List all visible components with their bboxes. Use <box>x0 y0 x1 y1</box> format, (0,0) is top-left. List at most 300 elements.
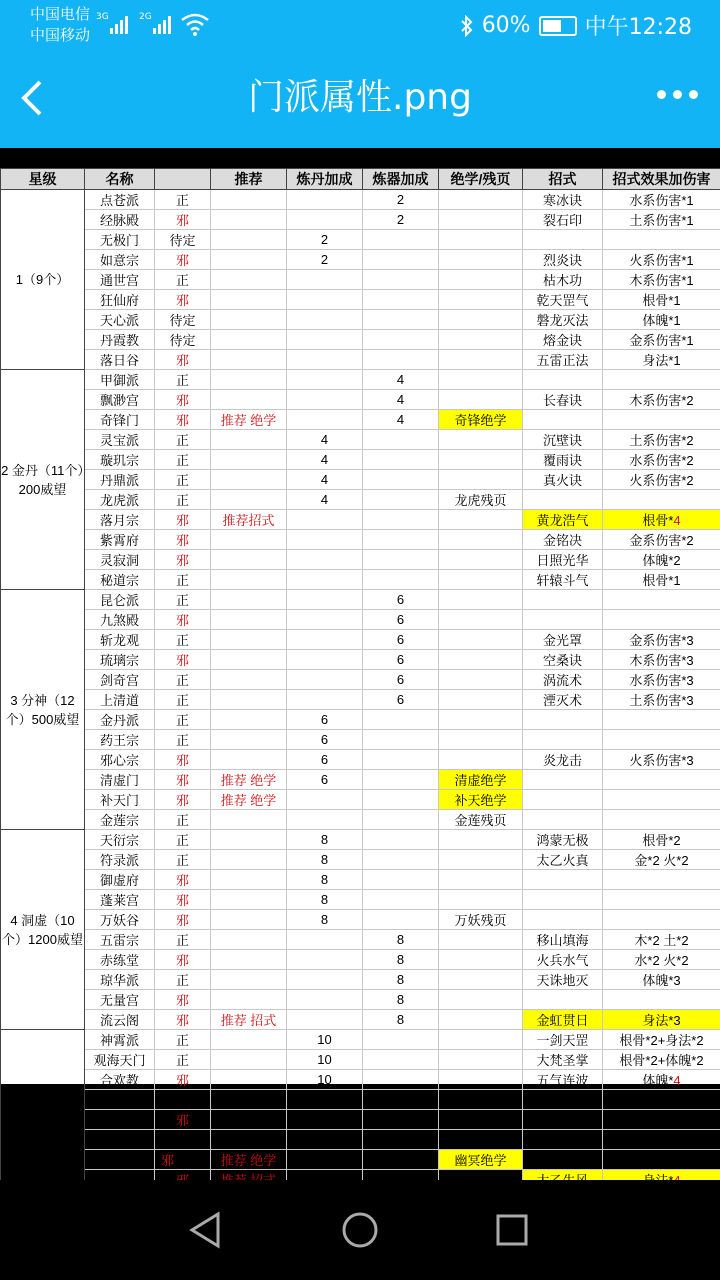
recommend <box>211 830 287 850</box>
move-name <box>523 770 603 790</box>
forge-bonus <box>363 810 439 830</box>
alchemy-bonus <box>287 810 363 830</box>
skill-page <box>439 230 523 250</box>
alchemy-bonus: 6 <box>287 750 363 770</box>
move-effect: 金系伤害*1 <box>603 330 720 350</box>
skill-page <box>439 530 523 550</box>
battery-percent: 60% <box>481 13 531 38</box>
network-type-1: 3G <box>96 12 109 22</box>
recommend <box>211 810 287 830</box>
skill-page <box>439 1090 523 1110</box>
forge-bonus: 8 <box>363 990 439 1010</box>
skill-page <box>439 670 523 690</box>
alchemy-bonus: 6 <box>287 730 363 750</box>
column-header: 炼器加成 <box>363 169 439 190</box>
move-effect <box>603 910 720 930</box>
recommend <box>211 230 287 250</box>
move-name: 空桑诀 <box>523 650 603 670</box>
forge-bonus <box>363 710 439 730</box>
move-effect: 金*2 火*2 <box>603 850 720 870</box>
skill-page <box>439 330 523 350</box>
skill-page: 补天绝学 <box>439 790 523 810</box>
move-effect: 木系伤害*2 <box>603 390 720 410</box>
move-effect: 根骨*2 真气*2 <box>603 1130 720 1150</box>
alignment: 正 <box>155 570 211 590</box>
alchemy-bonus <box>287 410 363 430</box>
move-name <box>523 890 603 910</box>
alchemy-bonus: 10 <box>287 1110 363 1130</box>
alignment: 邪 <box>155 210 211 230</box>
alignment: 邪 <box>155 1110 211 1130</box>
recommend <box>211 690 287 710</box>
table-row <box>1 690 720 710</box>
network-type-2: 2G <box>139 12 152 22</box>
skill-page <box>439 730 523 750</box>
table-row <box>1 750 720 770</box>
table-row <box>1 850 720 870</box>
home-circle-icon[interactable] <box>340 1210 380 1250</box>
forge-bonus: 4 <box>363 390 439 410</box>
move-effect: 土系伤害*1 <box>603 210 720 230</box>
move-name: 湮灭术 <box>523 690 603 710</box>
forge-bonus: 8 <box>363 930 439 950</box>
alchemy-bonus <box>287 1150 363 1170</box>
recommend: 推荐 招式 <box>211 1010 287 1030</box>
recommend <box>211 870 287 890</box>
alchemy-bonus: 2 <box>287 250 363 270</box>
skill-page <box>439 1010 523 1030</box>
recommend <box>211 330 287 350</box>
alignment: 邪 <box>155 950 211 970</box>
recommend <box>211 750 287 770</box>
recommend <box>211 470 287 490</box>
alchemy-bonus <box>287 510 363 530</box>
alignment: 待定 <box>155 310 211 330</box>
skill-page <box>439 450 523 470</box>
skill-page <box>439 610 523 630</box>
alchemy-bonus <box>287 290 363 310</box>
forge-bonus: 2 <box>363 190 439 210</box>
alignment: 邪 <box>155 410 211 430</box>
table-row <box>1 230 720 250</box>
sect-table <box>0 168 720 1190</box>
skill-page: 蜃冥残页 <box>439 1110 523 1130</box>
table-row <box>1 570 720 590</box>
tier-label: 1（9个） <box>1 190 85 370</box>
alignment: 邪 <box>155 390 211 410</box>
recommend <box>211 950 287 970</box>
sect-name: 奇锋门 <box>85 410 155 430</box>
alignment: 邪 <box>155 770 211 790</box>
skill-page <box>439 1070 523 1090</box>
recommend <box>211 1030 287 1050</box>
alignment: 邪 <box>155 350 211 370</box>
move-effect <box>603 790 720 810</box>
forge-bonus <box>363 250 439 270</box>
alchemy-bonus <box>287 350 363 370</box>
alignment: 邪 <box>155 890 211 910</box>
table-row <box>1 370 720 390</box>
forge-bonus: 8 <box>363 970 439 990</box>
move-name <box>523 1150 603 1170</box>
sect-name: 经脉殿 <box>85 210 155 230</box>
recommend <box>211 430 287 450</box>
move-name: 磐龙灭法 <box>523 310 603 330</box>
move-effect <box>603 410 720 430</box>
alignment: 邪 <box>155 250 211 270</box>
more-options-icon[interactable] <box>657 90 698 99</box>
move-effect: 根骨*2 <box>603 830 720 850</box>
move-name <box>523 1110 603 1130</box>
move-effect: 木*2 土*2 <box>603 930 720 950</box>
skill-page <box>439 1130 523 1150</box>
sect-name: 神霄派 <box>85 1030 155 1050</box>
tier-label: 3 分神（12个）500威望 <box>1 590 85 830</box>
recommend <box>211 270 287 290</box>
table-row <box>1 430 720 450</box>
alignment: 正 <box>155 450 211 470</box>
alchemy-bonus: 8 <box>287 850 363 870</box>
recommend <box>211 630 287 650</box>
sect-name: 灵寂洞 <box>85 550 155 570</box>
alchemy-bonus <box>287 790 363 810</box>
alignment: 待定 <box>155 230 211 250</box>
recommend <box>211 390 287 410</box>
alchemy-bonus: 10 <box>287 1050 363 1070</box>
move-effect: 水系伤害*2 <box>603 450 720 470</box>
skill-page <box>439 950 523 970</box>
table-row <box>1 950 720 970</box>
move-effect: 金系伤害*3 <box>603 630 720 650</box>
move-name: 炎龙击 <box>523 750 603 770</box>
table-row <box>1 910 720 930</box>
navigation-bar <box>0 1180 720 1280</box>
recommend <box>211 1070 287 1090</box>
recommend <box>211 890 287 910</box>
recommend <box>211 490 287 510</box>
move-name: 黄龙浩气 <box>523 510 603 530</box>
move-effect: 火系伤害*1 <box>603 250 720 270</box>
alchemy-bonus <box>287 990 363 1010</box>
forge-bonus: 4 <box>363 410 439 430</box>
move-name <box>523 790 603 810</box>
alchemy-bonus <box>287 370 363 390</box>
alchemy-bonus <box>287 530 363 550</box>
sect-name: 落日谷 <box>85 350 155 370</box>
alignment: 正 <box>155 930 211 950</box>
sect-name: 灵宝派 <box>85 430 155 450</box>
move-effect: 根骨*1 <box>603 290 720 310</box>
recommend <box>211 850 287 870</box>
recommend: 推荐 绝学 <box>211 770 287 790</box>
sect-name: 符录派 <box>85 850 155 870</box>
alignment: 正 <box>155 430 211 450</box>
table-row <box>1 970 720 990</box>
alchemy-bonus <box>287 210 363 230</box>
sect-name: 邪心宗 <box>85 750 155 770</box>
skill-page <box>439 690 523 710</box>
table-row <box>1 630 720 650</box>
alignment: 正 <box>155 370 211 390</box>
sect-name: 紫霄府 <box>85 530 155 550</box>
move-name <box>523 990 603 1010</box>
sect-name: 玄天剑宗 <box>85 1130 155 1150</box>
alchemy-bonus: 10 <box>287 1070 363 1090</box>
move-name: 日照光华 <box>523 550 603 570</box>
alignment: 正 <box>155 970 211 990</box>
alignment: 邪 <box>155 510 211 530</box>
alignment: 正 <box>155 490 211 510</box>
recommend <box>211 310 287 330</box>
move-effect: 体魄*4 <box>603 1070 720 1090</box>
table-row <box>1 470 720 490</box>
alignment: 邪 <box>155 870 211 890</box>
forge-bonus <box>363 510 439 530</box>
sect-name: 药王宗 <box>85 730 155 750</box>
back-triangle-icon[interactable] <box>186 1210 226 1250</box>
alignment: 正 <box>155 1130 211 1150</box>
alignment: 邪 <box>155 990 211 1010</box>
column-header <box>155 169 211 190</box>
forge-bonus: 6 <box>363 630 439 650</box>
title-bar <box>0 50 720 148</box>
sect-name: 终南紫府 <box>85 1090 155 1110</box>
alchemy-bonus <box>287 390 363 410</box>
forge-bonus <box>363 890 439 910</box>
alignment: 邪 <box>155 530 211 550</box>
alchemy-bonus <box>287 590 363 610</box>
column-header: 招式效果加伤害 <box>603 169 720 190</box>
sect-name: 琼华派 <box>85 970 155 990</box>
battery-icon <box>539 16 577 36</box>
skill-page: 龙虎残页 <box>439 490 523 510</box>
move-name: 金铭决 <box>523 530 603 550</box>
page-title: 门派属性.png <box>248 77 472 118</box>
move-effect <box>603 490 720 510</box>
move-effect: 火系伤害*3 <box>603 750 720 770</box>
forge-bonus: 6 <box>363 670 439 690</box>
move-effect: 体魄*1 <box>603 310 720 330</box>
recommend: 推荐 绝学 <box>211 1150 287 1170</box>
move-name: 沉壁诀 <box>523 430 603 450</box>
sect-name: 天衍宗 <box>85 830 155 850</box>
forge-bonus <box>363 750 439 770</box>
forge-bonus: 6 <box>363 650 439 670</box>
alchemy-bonus: 8 <box>287 830 363 850</box>
alignment: 正 <box>155 470 211 490</box>
move-name: 五雷正法 <box>523 350 603 370</box>
forge-bonus: 10 <box>363 1130 439 1150</box>
skill-page <box>439 550 523 570</box>
alignment: 正 <box>155 1030 211 1050</box>
sect-name: 龙虎派 <box>85 490 155 510</box>
recommend <box>211 1130 287 1150</box>
table-row <box>1 1150 720 1170</box>
move-name <box>523 490 603 510</box>
skill-page <box>439 890 523 910</box>
recommend <box>211 1050 287 1070</box>
clock: 中午12:28 <box>584 15 692 40</box>
skill-page <box>439 930 523 950</box>
move-name: 五气连波 <box>523 1070 603 1090</box>
table-row <box>1 190 720 210</box>
image-viewer[interactable] <box>0 168 720 1168</box>
alignment: 正 <box>155 710 211 730</box>
sect-name: 万妖谷 <box>85 910 155 930</box>
forge-bonus: 6 <box>363 610 439 630</box>
move-effect: 体魄*3 <box>603 970 720 990</box>
column-header: 炼丹加成 <box>287 169 363 190</box>
forge-bonus <box>363 830 439 850</box>
table-row <box>1 770 720 790</box>
table-row <box>1 1110 720 1130</box>
sect-name: 落月宗 <box>85 510 155 530</box>
table-row <box>1 1070 720 1090</box>
forge-bonus: 2 <box>363 210 439 230</box>
move-effect: 身法*1 <box>603 350 720 370</box>
alchemy-bonus <box>287 970 363 990</box>
table-row <box>1 730 720 750</box>
sect-name: 上清道 <box>85 690 155 710</box>
forge-bonus <box>363 910 439 930</box>
forge-bonus: 4 <box>363 370 439 390</box>
skill-page <box>439 590 523 610</box>
sect-name: 通世宫 <box>85 270 155 290</box>
sect-name: 幽冥教 <box>85 1150 155 1170</box>
recents-square-icon[interactable] <box>492 1210 532 1250</box>
alchemy-bonus: 2 <box>287 230 363 250</box>
move-name: 太乙火真 <box>523 850 603 870</box>
table-row <box>1 870 720 890</box>
sect-name: 蓬莱宫 <box>85 890 155 910</box>
signal-icon <box>110 12 128 34</box>
skill-page <box>439 830 523 850</box>
move-name: 寒冰诀 <box>523 190 603 210</box>
skill-page <box>439 630 523 650</box>
carrier-2: 中国移动 <box>30 26 91 44</box>
table-row <box>1 990 720 1010</box>
table-row <box>1 810 720 830</box>
move-effect: 根骨*2+身法*2 <box>603 1030 720 1050</box>
forge-bonus <box>363 450 439 470</box>
move-name <box>523 610 603 630</box>
tier-label: 2 金丹（11个）200威望 <box>1 370 85 590</box>
recommend <box>211 250 287 270</box>
alchemy-bonus <box>287 1130 363 1150</box>
column-header: 绝学/残页 <box>439 169 523 190</box>
forge-bonus: 10 <box>363 1150 439 1170</box>
move-effect <box>603 810 720 830</box>
alchemy-bonus <box>287 690 363 710</box>
forge-bonus: 8 <box>363 1010 439 1030</box>
recommend <box>211 570 287 590</box>
recommend <box>211 590 287 610</box>
skill-page <box>439 310 523 330</box>
table-row <box>1 1030 720 1050</box>
table-row <box>1 790 720 810</box>
alchemy-bonus <box>287 550 363 570</box>
forge-bonus <box>363 1090 439 1110</box>
move-name <box>523 370 603 390</box>
move-effect <box>603 990 720 1010</box>
sect-name: 昆仑派 <box>85 590 155 610</box>
table-row <box>1 1090 720 1110</box>
move-name <box>523 730 603 750</box>
sect-name: 丹霞教 <box>85 330 155 350</box>
forge-bonus <box>363 550 439 570</box>
skill-page: 金莲残页 <box>439 810 523 830</box>
alchemy-bonus: 4 <box>287 430 363 450</box>
alchemy-bonus: 10 <box>287 1030 363 1050</box>
alchemy-bonus <box>287 650 363 670</box>
sect-name: 点苍派 <box>85 190 155 210</box>
alignment: 正 <box>155 810 211 830</box>
forge-bonus <box>363 530 439 550</box>
table-row <box>1 530 720 550</box>
alignment: 邪 <box>155 650 211 670</box>
move-effect: 土系伤害*2 <box>603 430 720 450</box>
move-effect: 水系伤害*3 <box>603 670 720 690</box>
alchemy-bonus <box>287 190 363 210</box>
sect-name: 金莲宗 <box>85 810 155 830</box>
sect-name: 九煞殿 <box>85 610 155 630</box>
move-name: 真火诀 <box>523 470 603 490</box>
table-row <box>1 670 720 690</box>
alchemy-bonus <box>287 310 363 330</box>
skill-page: 清虚绝学 <box>439 770 523 790</box>
move-name: 覆雨诀 <box>523 450 603 470</box>
sect-name: 斩龙观 <box>85 630 155 650</box>
alignment: 正 <box>155 830 211 850</box>
sect-name: 蜃冥都 <box>85 1110 155 1130</box>
forge-bonus <box>363 290 439 310</box>
recommend <box>211 930 287 950</box>
move-effect <box>603 610 720 630</box>
move-name: 熔金诀 <box>523 330 603 350</box>
alignment: 正 <box>155 1050 211 1070</box>
skill-page <box>439 210 523 230</box>
skill-page <box>439 650 523 670</box>
table-row <box>1 550 720 570</box>
move-effect <box>603 730 720 750</box>
table-row <box>1 270 720 290</box>
skill-page <box>439 250 523 270</box>
alignment: 正 <box>155 270 211 290</box>
alchemy-bonus <box>287 950 363 970</box>
move-effect: 根骨*2+体魄*2 <box>603 1050 720 1070</box>
alignment: 邪 <box>155 1010 211 1030</box>
forge-bonus <box>363 870 439 890</box>
recommend <box>211 610 287 630</box>
column-header: 推荐 <box>211 169 287 190</box>
alignment: 邪 <box>155 1070 211 1090</box>
skill-page: 奇锋绝学 <box>439 410 523 430</box>
alignment: 邪 <box>155 610 211 630</box>
alignment: 正 <box>155 190 211 210</box>
move-effect: 木系伤害*1 <box>603 270 720 290</box>
tier-label: 4 洞虚（10个）1200威望 <box>1 830 85 1030</box>
table-row <box>1 650 720 670</box>
sect-name: 流云阁 <box>85 1010 155 1030</box>
alignment: 待定 <box>155 330 211 350</box>
skill-page <box>439 370 523 390</box>
table-row <box>1 350 720 370</box>
sect-name: 天心派 <box>85 310 155 330</box>
alchemy-bonus: 4 <box>287 470 363 490</box>
forge-bonus <box>363 490 439 510</box>
move-name <box>523 870 603 890</box>
recommend <box>211 530 287 550</box>
